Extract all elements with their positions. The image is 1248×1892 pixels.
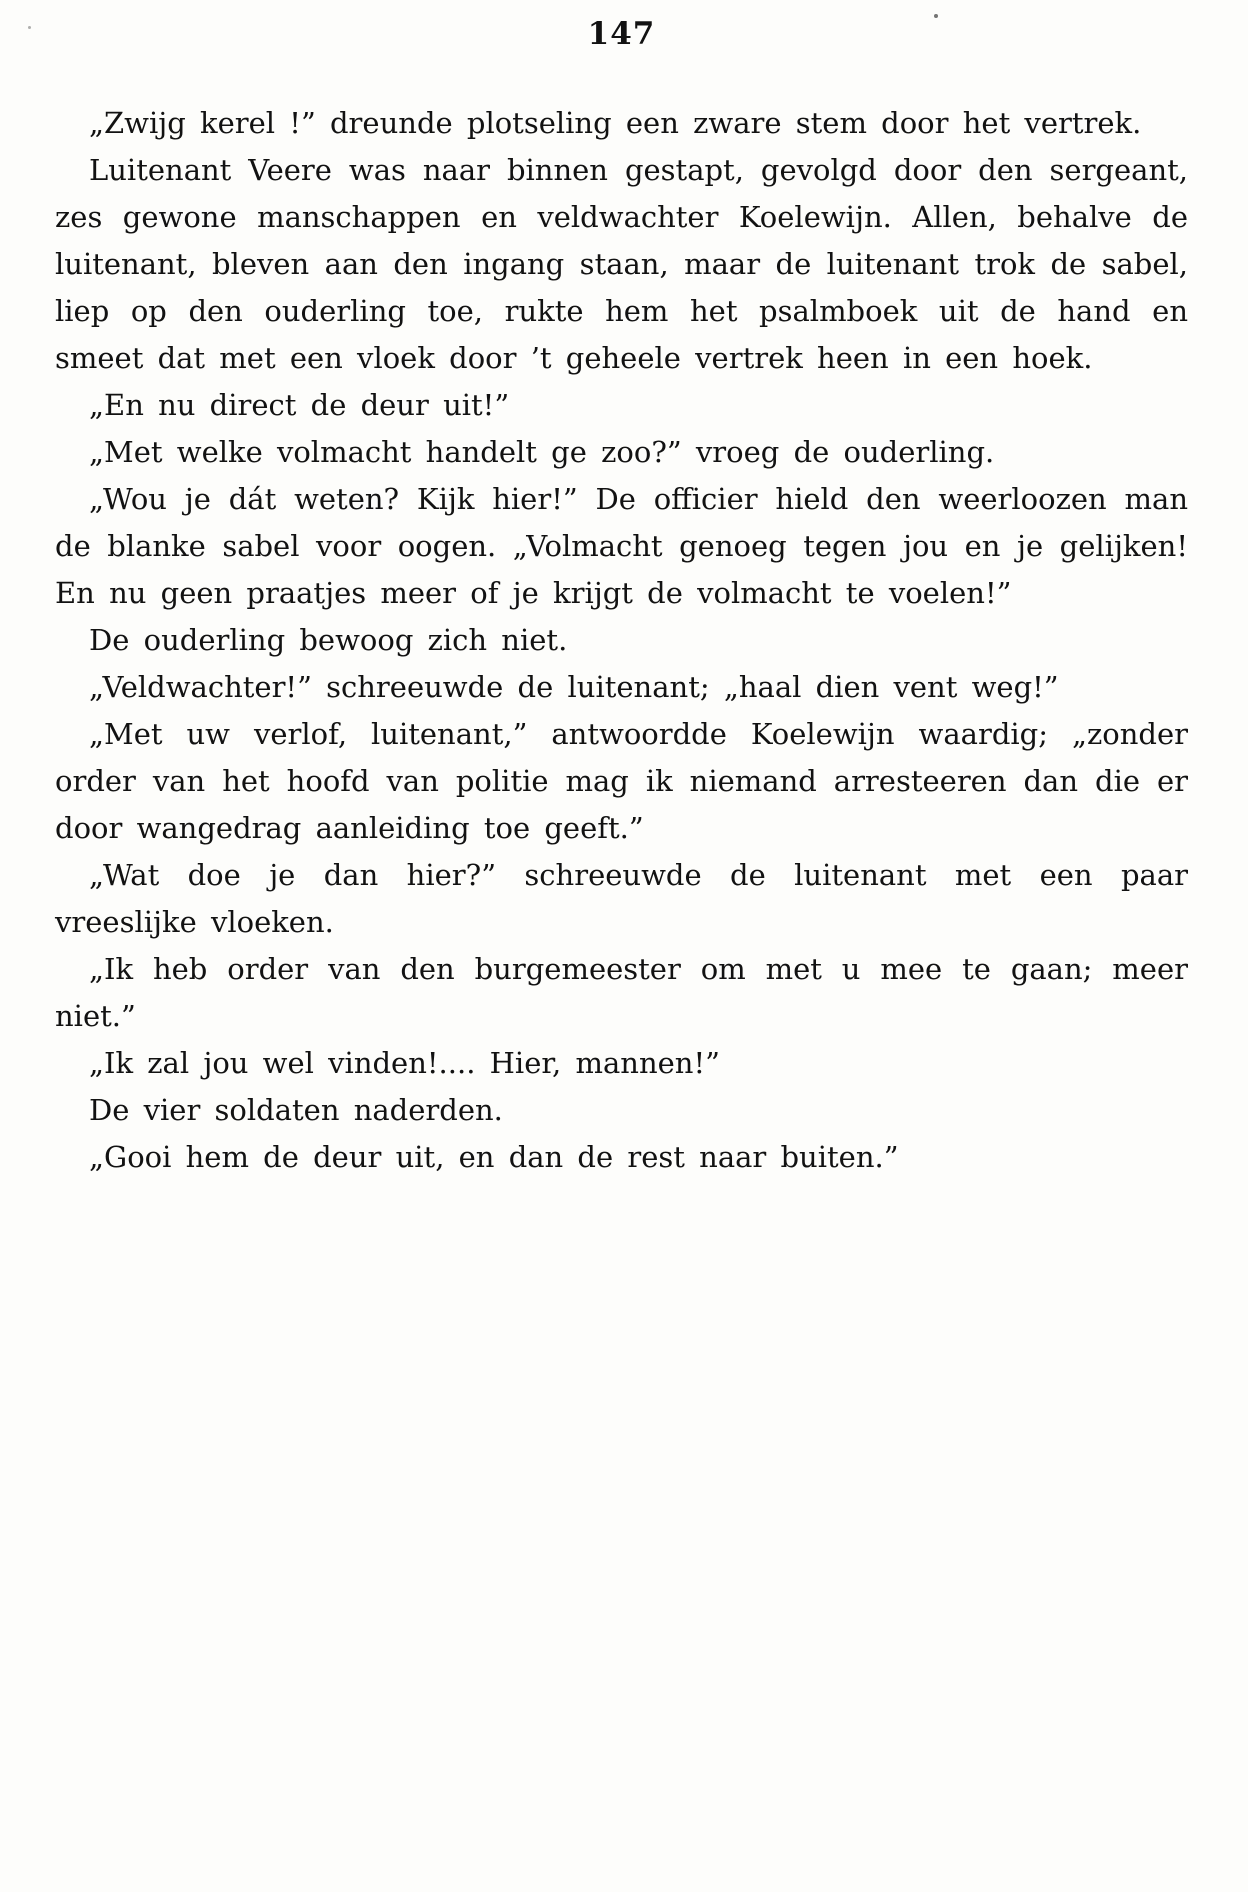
- paragraph: „Wat doe je dan hier?” schreeuwde de luitenant met een paar vreeslijke vloeken.: [55, 858, 1188, 939]
- paragraph: De vier soldaten naderden.: [89, 1093, 503, 1127]
- paragraph: „Gooi hem de deur uit, en dan de rest naar buiten.”: [89, 1140, 899, 1174]
- paragraph: Luitenant Veere was naar binnen gestapt, gevolgd door den sergeant, zes gewone manschappen en veldwachter Koelewijn. Allen, behalve de luitenant, bleven aan den ingang staan, maar de luitenant trok de sabel, liep op den ouderling toe, rukte hem het psalmboek uit de hand en smeet dat met een vloek door ’t geheele vertrek heen in een hoek.: [55, 153, 1188, 375]
- page-number: 147: [587, 16, 656, 52]
- scan-speckle: [934, 14, 938, 18]
- scan-speckle: [28, 26, 31, 29]
- page-body: [55, 100, 1188, 1181]
- paragraph: „Ik zal jou wel vinden!.... Hier, mannen!”: [89, 1046, 720, 1080]
- paragraph: „En nu direct de deur uit!”: [89, 388, 510, 422]
- paragraph: „Zwijg kerel !” dreunde plotseling een zware stem door het vertrek.: [89, 106, 1142, 140]
- paragraph: „Wou je dát weten? Kijk hier!” De officier hield den weerloozen man de blanke sabel voor oogen. „Volmacht genoeg tegen jou en je gelijken! En nu geen praatjes meer of je krijgt de volmacht te voelen!”: [55, 482, 1188, 610]
- paragraph: „Ik heb order van den burgemeester om met u mee te gaan; meer niet.”: [55, 952, 1188, 1033]
- paragraph: „Met uw verlof, luitenant,” antwoordde Koelewijn waardig; „zonder order van het hoofd van politie mag ik niemand arresteeren dan die er door wangedrag aanleiding toe geeft.”: [55, 717, 1188, 845]
- paragraph: „Veldwachter!” schreeuwde de luitenant; „haal dien vent weg!”: [89, 670, 1059, 704]
- paragraph: De ouderling bewoog zich niet.: [89, 623, 568, 657]
- paragraph: „Met welke volmacht handelt ge zoo?” vroeg de ouderling.: [89, 435, 995, 469]
